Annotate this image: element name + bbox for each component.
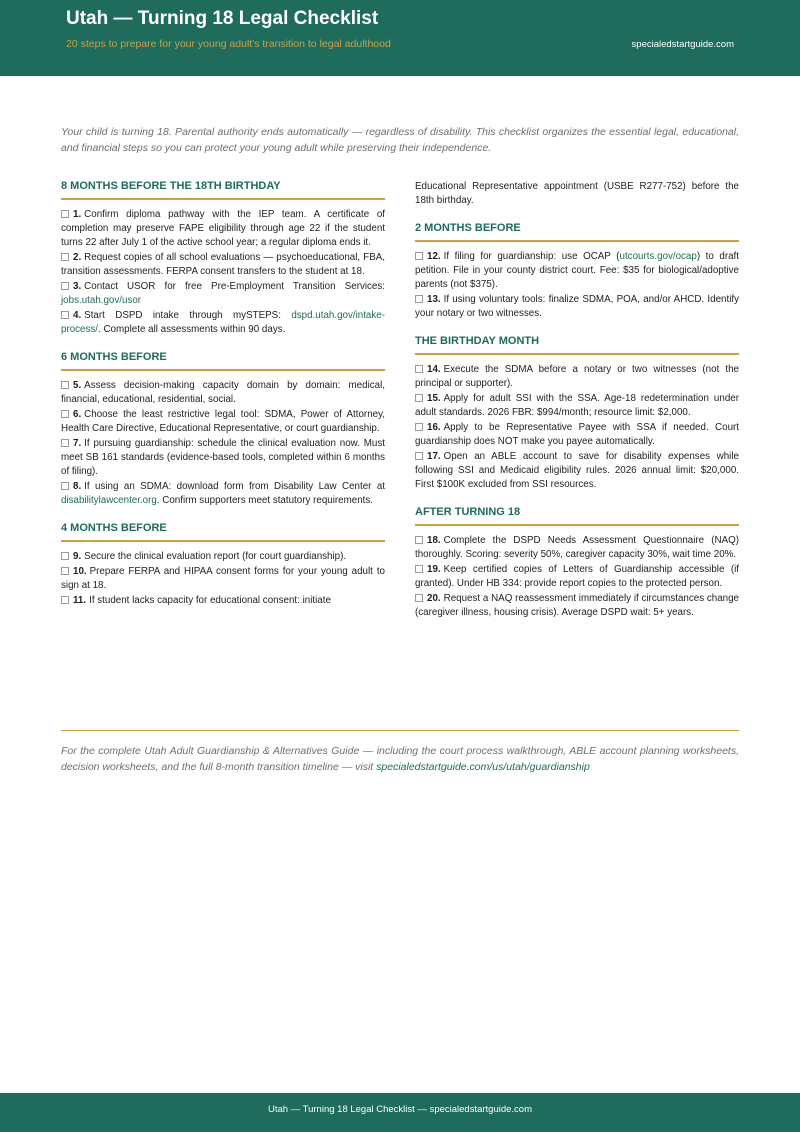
item-number: 16. (427, 422, 441, 433)
checklist-item-19 (415, 563, 739, 591)
checklist-item-4 (61, 309, 385, 337)
checklist-item-18 (415, 534, 739, 562)
item-number: 1. (73, 209, 82, 220)
section-heading: AFTER TURNING 18 (415, 506, 739, 526)
item-number: 14. (427, 364, 441, 375)
section-heading: 8 MONTHS BEFORE THE 18TH BIRTHDAY (61, 180, 385, 200)
header-site-link[interactable]: specialedstartguide.com (631, 39, 734, 50)
page-header (0, 0, 800, 76)
checklist-item-17 (415, 450, 739, 492)
item-number: 19. (427, 564, 441, 575)
section-heading: 6 MONTHS BEFORE (61, 351, 385, 371)
item-text-after: . Complete all assessments within 90 days. (98, 324, 286, 335)
checklist-item-15 (415, 392, 739, 420)
footer-note (61, 743, 739, 775)
checkbox-icon[interactable] (61, 439, 69, 447)
checklist-item-3 (61, 280, 385, 308)
item-text: If using voluntary tools: finalize SDMA, POA, and/or AHCD. Identify your notary or two witnesses. (415, 294, 739, 319)
checklist-item-8 (61, 480, 385, 508)
checklist-item-13 (415, 293, 739, 321)
item-text: Complete the DSPD Needs Assessment Questionnaire (NAQ) thoroughly. Scoring: severity 50%, caregiver capacity 30%, wait time 20%. (415, 535, 739, 560)
item-text: Contact USOR for free Pre-Employment Transition Services: (84, 281, 385, 292)
checkbox-icon[interactable] (415, 252, 423, 260)
item-number: 18. (427, 535, 441, 546)
checkbox-icon[interactable] (61, 253, 69, 261)
item-text: If filing for guardianship: use OCAP ( (443, 251, 620, 262)
checkbox-icon[interactable] (415, 295, 423, 303)
item-number: 17. (427, 451, 441, 462)
item-text: Secure the clinical evaluation report (for court guardianship). (84, 551, 347, 562)
item-number: 11. (73, 595, 87, 606)
item-number: 6. (73, 409, 82, 420)
section-6-months (61, 351, 385, 508)
checkbox-icon[interactable] (61, 311, 69, 319)
checkbox-icon[interactable] (61, 552, 69, 560)
checklist-item-5 (61, 379, 385, 407)
item-text: If student lacks capacity for educational consent: initiate (89, 595, 331, 606)
item-text: Confirm diploma pathway with the IEP team. A certificate of completion may preserve FAPE eligibility through age 22 if the student turns 22 after July 1 of the active school year; a regular diploma ends it. (61, 209, 385, 248)
checklist-item-11 (61, 594, 385, 608)
item-number: 10. (73, 566, 87, 577)
ocap-link[interactable]: utcourts.gov/ocap (619, 251, 697, 262)
section-heading: THE BIRTHDAY MONTH (415, 335, 739, 355)
item-text: Apply for adult SSI with the SSA. Age-18 redetermination under adult standards. 2026 FBR: $994/month; resource limit: $2,000. (415, 393, 739, 418)
checkbox-icon[interactable] (415, 394, 423, 402)
bottom-bar: Utah — Turning 18 Legal Checklist — specialedstartguide.com (0, 1093, 800, 1132)
item-number: 2. (73, 252, 82, 263)
item-number: 8. (73, 481, 82, 492)
page-subtitle: 20 steps to prepare for your young adult's transition to legal adulthood (66, 38, 391, 50)
item-text: If using an SDMA: download form from Disability Law Center at (84, 481, 385, 492)
item-number: 13. (427, 294, 441, 305)
checklist-item-16 (415, 421, 739, 449)
item-text: If pursuing guardianship: schedule the clinical evaluation now. Must meet SB 161 standards (evidence-based tools, completed within 6 months of filing). (61, 438, 385, 477)
checkbox-icon[interactable] (415, 423, 423, 431)
usor-link[interactable]: jobs.utah.gov/usor (61, 295, 142, 306)
item-text: Start DSPD intake through mySTEPS: (84, 310, 292, 321)
checkbox-icon[interactable] (61, 410, 69, 418)
footer-divider (61, 730, 739, 731)
item-number: 12. (427, 251, 441, 262)
left-column (61, 180, 385, 622)
checkbox-icon[interactable] (61, 282, 69, 290)
checkbox-icon[interactable] (415, 536, 423, 544)
checklist-item-9 (61, 550, 385, 564)
section-heading: 4 MONTHS BEFORE (61, 522, 385, 542)
checkbox-icon[interactable] (415, 365, 423, 373)
item-text: Prepare FERPA and HIPAA consent forms for your young adult to sign at 18. (61, 566, 385, 591)
item-number: 7. (73, 438, 82, 449)
section-4-months (61, 522, 385, 608)
dspd-intake-link[interactable]: dspd.utah.gov/intake-process/ (61, 310, 385, 335)
item-number: 9. (73, 551, 82, 562)
right-column (415, 180, 739, 634)
item-text: Assess decision-making capacity domain by domain: medical, financial, educational, residential, social. (61, 380, 385, 405)
checkbox-icon[interactable] (61, 596, 69, 604)
checkbox-icon[interactable] (61, 381, 69, 389)
checkbox-icon[interactable] (61, 210, 69, 218)
item-text: Open an ABLE account to save for disability expenses while following SSI and Medicaid eligibility rules. 2026 annual limit: $20,000. First $100K excluded from SSI resources. (415, 451, 739, 490)
checklist-item-6 (61, 408, 385, 436)
checkbox-icon[interactable] (61, 482, 69, 490)
item-number: 15. (427, 393, 441, 404)
item-text: Keep certified copies of Letters of Guardianship accessible (if granted). Under HB 334: provide report copies to the protected person. (415, 564, 739, 589)
checklist-item-2 (61, 251, 385, 279)
item-text: Request a NAQ reassessment immediately if circumstances change (caregiver illness, housing crisis). Average DSPD wait: 5+ years. (415, 593, 739, 618)
guardianship-guide-link[interactable]: specialedstartguide.com/us/utah/guardianship (376, 761, 590, 773)
checkbox-icon[interactable] (415, 594, 423, 602)
section-2-months (415, 222, 739, 321)
item-text-after: ) to draft petition. File in your county district court. Fee: $35 for biological/adoptive parents (not $375). (415, 251, 740, 290)
item-number: 5. (73, 380, 82, 391)
item-text: Execute the SDMA before a notary or two witnesses (not the principal or supporter). (415, 364, 739, 389)
section-after-18 (415, 506, 739, 620)
checkbox-icon[interactable] (415, 565, 423, 573)
disability-law-center-link[interactable]: disabilitylawcenter.org (61, 495, 157, 506)
checklist-item-7 (61, 437, 385, 479)
item-number: 20. (427, 593, 441, 604)
item-number: 4. (73, 310, 82, 321)
item-number: 3. (73, 281, 82, 292)
item-text: Request copies of all school evaluations — psychoeducational, FBA, transition assessments. FERPA consent transfers to the student at 18. (61, 252, 385, 277)
checklist-item-20 (415, 592, 739, 620)
item-11-continuation: Educational Representative appointment (USBE R277-752) before the 18th birthday. (415, 181, 739, 206)
section-birthday-month (415, 335, 739, 492)
checkbox-icon[interactable] (61, 567, 69, 575)
item-text-after: . Confirm supporters meet statutory requirements. (156, 495, 374, 506)
checkbox-icon[interactable] (415, 452, 423, 460)
checklist-item-10 (61, 565, 385, 593)
item-text: Apply to be Representative Payee with SSA if needed. Court guardianship does NOT make you payee automatically. (415, 422, 739, 447)
section-heading: 2 MONTHS BEFORE (415, 222, 739, 242)
item-text: Choose the least restrictive legal tool: SDMA, Power of Attorney, Health Care Directive, Educational Representative, or court guardianship. (61, 409, 385, 434)
footer-note-text: For the complete Utah Adult Guardianship & Alternatives Guide — including the court process walkthrough, ABLE account planning worksheets, decision worksheets, and the full 8-month transition timeline — visit (61, 745, 739, 773)
checklist-item-12 (415, 250, 739, 292)
intro-paragraph: Your child is turning 18. Parental authority ends automatically — regardless of disability. This checklist organizes the essential legal, educational, and financial steps so you can protect your young adult while preserving their independence. (61, 126, 739, 154)
checklist-item-1 (61, 208, 385, 250)
page-title: Utah — Turning 18 Legal Checklist (66, 8, 379, 29)
section-8-months (61, 180, 385, 337)
checklist-item-14 (415, 363, 739, 391)
